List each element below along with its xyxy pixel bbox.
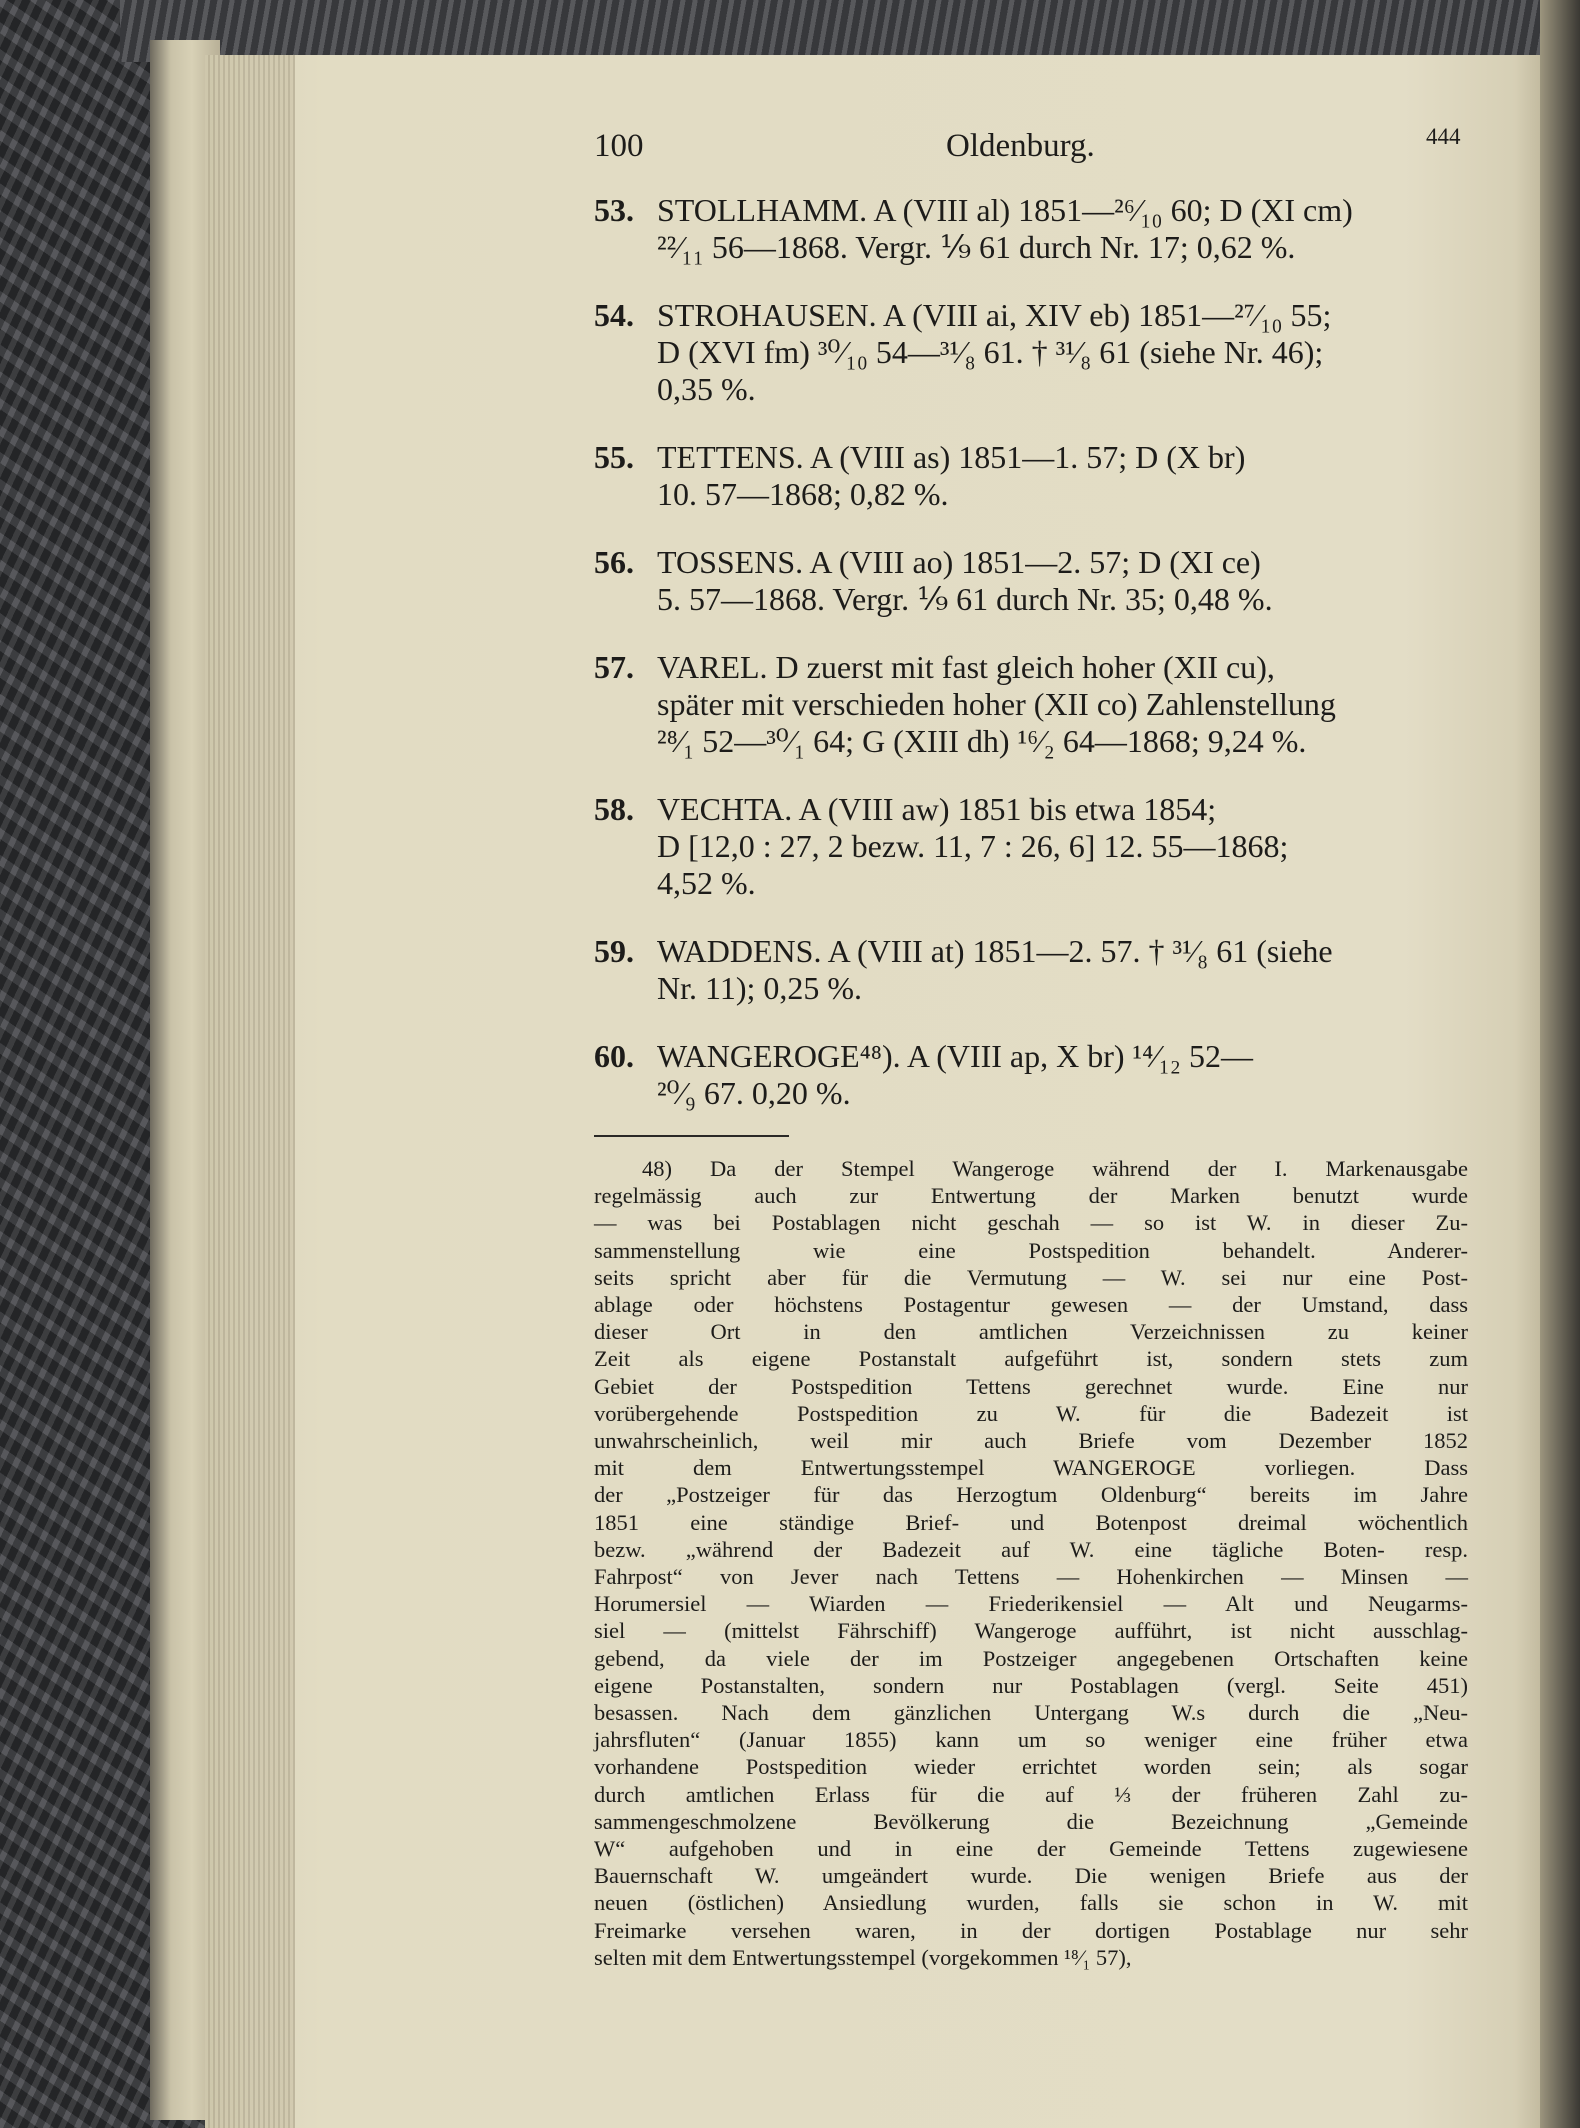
footnote-line: gebend, da viele der im Postzeiger angegebenen Ortschaften keine — [594, 1645, 1468, 1671]
entry-number: 60. — [594, 1038, 634, 1074]
folio-number: 444 — [1426, 124, 1461, 149]
facing-page-edge — [1540, 0, 1580, 2128]
footnote-line: dieser Ort in den amtlichen Verzeichnissen zu keiner — [594, 1319, 1468, 1345]
footnote-line: vorübergehende Postspedition zu W. für die Badezeit ist — [594, 1400, 1468, 1426]
footnote-line: 48) Da der Stempel Wangeroge während der I. Markenausgabe — [642, 1156, 1468, 1181]
footnote-line: seits spricht aber für die Vermutung — W. sei nur eine Post- — [594, 1264, 1468, 1290]
footnote-line: siel — (mittelst Fährschiff) Wangeroge aufführt, ist nicht ausschlag- — [594, 1618, 1468, 1644]
entry-number: 54. — [594, 297, 634, 333]
footnote-line: vorhandene Postspedition wieder errichtet worden sein; als sogar — [594, 1754, 1468, 1780]
entry-line: STROHAUSEN. A (VIII ai, XIV eb) 1851—²⁷⁄₁₀ 55; — [657, 297, 1332, 333]
entry-line: 0,35 %. — [657, 371, 756, 407]
footnote-line: Freimarke versehen waren, in der dortigen Postablage nur sehr — [594, 1917, 1468, 1943]
entry-number: 55. — [594, 439, 634, 475]
page-number: 100 — [594, 128, 644, 164]
footnote-line: der „Postzeiger für das Herzogtum Oldenburg“ bereits im Jahre — [594, 1482, 1468, 1508]
entry-line: WANGEROGE⁴⁸). A (VIII ap, X br) ¹⁴⁄₁₂ 52— — [657, 1038, 1253, 1074]
entry-number: 58. — [594, 791, 634, 827]
entry-line: VAREL. D zuerst mit fast gleich hoher (XII cu), — [657, 649, 1275, 685]
entry-line: später mit verschieden hoher (XII co) Zahlenstellung — [657, 686, 1336, 722]
entry-55 — [594, 439, 1464, 513]
footnote-line: Zeit als eigene Postanstalt aufgeführt ist, sondern stets zum — [594, 1346, 1468, 1372]
entry-line: Nr. 11); 0,25 %. — [657, 970, 863, 1006]
entry-54 — [594, 297, 1464, 408]
footnote-line: W“ aufgehoben und in eine der Gemeinde Tettens zugewiesene — [594, 1836, 1468, 1862]
running-header — [594, 120, 1464, 170]
footnote-line: Gebiet der Postspedition Tettens gerechnet wurde. Eine nur — [594, 1373, 1468, 1399]
footnote-line: 1851 eine ständige Brief- und Botenpost dreimal wöchentlich — [594, 1509, 1468, 1535]
footnote-line: — was bei Postablagen nicht geschah — so ist W. in dieser Zu- — [594, 1210, 1468, 1236]
footnote-line: bezw. „während der Badezeit auf W. eine tägliche Boten- resp. — [594, 1536, 1468, 1562]
footnote-line: eigene Postanstalten, sondern nur Postablagen (vergl. Seite 451) — [594, 1672, 1468, 1698]
entry-line: ²⁸⁄₁ 52—³⁰⁄₁ 64; G (XIII dh) ¹⁶⁄₂ 64—1868; 9,24 %. — [657, 723, 1307, 759]
entry-list — [594, 192, 1464, 1112]
footnote-line: besassen. Nach dem gänzlichen Untergang W.s durch die „Neu- — [594, 1700, 1468, 1726]
entry-line: VECHTA. A (VIII aw) 1851 bis etwa 1854; — [657, 791, 1217, 827]
footnote-line: regelmässig auch zur Entwertung der Marken benutzt wurde — [594, 1183, 1468, 1209]
entry-line: 4,52 %. — [657, 865, 756, 901]
entry-number: 59. — [594, 933, 634, 969]
entry-60 — [594, 1038, 1464, 1112]
entry-line: WADDENS. A (VIII at) 1851—2. 57. † ³¹⁄₈ 61 (siehe — [657, 933, 1333, 969]
footnote-48 — [594, 1155, 1468, 1971]
footnote-line: Bauernschaft W. umgeändert wurde. Die wenigen Briefe aus der — [594, 1863, 1468, 1889]
footnote-line: neuen (östlichen) Ansiedlung wurden, falls sie schon in W. mit — [594, 1890, 1468, 1916]
footnote-line: selten mit dem Entwertungsstempel (vorgekommen ¹⁸⁄₁ 57), — [594, 1944, 1132, 1970]
entry-53 — [594, 192, 1464, 266]
footnote-line: Fahrpost“ von Jever nach Tettens — Hohenkirchen — Minsen — — [594, 1564, 1468, 1590]
entry-number: 56. — [594, 544, 634, 580]
footnote-line: mit dem Entwertungsstempel WANGEROGE vorliegen. Dass — [594, 1455, 1468, 1481]
entry-line: STOLLHAMM. A (VIII al) 1851—²⁶⁄₁₀ 60; D (XI cm) — [657, 192, 1353, 228]
footnote-line: Horumersiel — Wiarden — Friederikensiel — Alt und Neugarms- — [594, 1591, 1468, 1617]
footnote-line: ablage oder höchstens Postagentur gewesen — der Umstand, dass — [594, 1292, 1468, 1318]
entry-number: 53. — [594, 192, 634, 228]
entry-line: D (XVI fm) ³⁰⁄₁₀ 54—³¹⁄₈ 61. † ³¹⁄₈ 61 (siehe Nr. 46); — [657, 334, 1324, 370]
entry-58 — [594, 791, 1464, 902]
entry-59 — [594, 933, 1464, 1007]
running-title: Oldenburg. — [946, 128, 1095, 164]
footnote-line: unwahrscheinlich, weil mir auch Briefe vom Dezember 1852 — [594, 1428, 1468, 1454]
entry-number: 57. — [594, 649, 634, 685]
entry-line: 10. 57—1868; 0,82 %. — [657, 476, 949, 512]
entry-line: D [12,0 : 27, 2 bezw. 11, 7 : 26, 6] 12. 55—1868; — [657, 828, 1289, 864]
entry-line: 5. 57—1868. Vergr. ⅑ 61 durch Nr. 35; 0,48 %. — [657, 581, 1273, 617]
page-stack-edge — [205, 55, 295, 2128]
footnote-line: sammengeschmolzene Bevölkerung die Bezeichnung „Gemeinde — [594, 1808, 1468, 1834]
entry-line: ²⁰⁄₉ 67. 0,20 %. — [657, 1075, 851, 1111]
book-top-edge — [120, 0, 1580, 62]
footnote-separator — [594, 1135, 789, 1137]
footnote-line: sammenstellung wie eine Postspedition behandelt. Anderer- — [594, 1237, 1468, 1263]
entry-line: TETTENS. A (VIII as) 1851—1. 57; D (X br) — [657, 439, 1246, 475]
entry-line: TOSSENS. A (VIII ao) 1851—2. 57; D (XI ce) — [657, 544, 1261, 580]
footnote-line: durch amtlichen Erlass für die auf ⅓ der früheren Zahl zu- — [594, 1781, 1468, 1807]
entry-56 — [594, 544, 1464, 618]
entry-57 — [594, 649, 1464, 760]
page-text-block — [594, 120, 1468, 1971]
entry-line: ²²⁄₁₁ 56—1868. Vergr. ⅑ 61 durch Nr. 17; 0,62 %. — [657, 229, 1296, 265]
footnote-line: jahrsfluten“ (Januar 1855) kann um so weniger eine früher etwa — [594, 1727, 1468, 1753]
